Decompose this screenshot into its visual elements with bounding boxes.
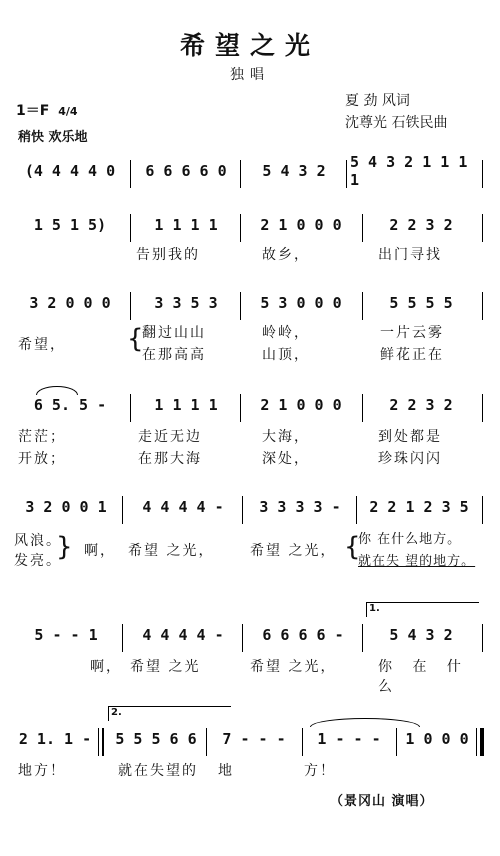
song-subtitle: 独唱: [230, 67, 270, 83]
measure: 7 - - -: [222, 730, 286, 748]
measure: 1 0 0 0: [405, 730, 469, 748]
measure: 6 6 6 6 0: [145, 162, 227, 180]
barline: [242, 496, 243, 524]
barline: [482, 496, 483, 524]
measure: 1 1 1 1: [154, 216, 218, 234]
lyric: 岭岭，: [262, 325, 310, 341]
measure: 2 2 3 2: [389, 216, 453, 234]
measure: 3 2 0 0 1: [25, 498, 107, 516]
measure: 5 - - 1: [34, 626, 98, 644]
lyric: 一片云雾: [380, 325, 444, 341]
lyric: 珍珠闪闪: [378, 451, 442, 467]
barline: [302, 728, 303, 756]
repeat-barline: [98, 728, 99, 756]
barline: [362, 394, 363, 422]
lyric: 希望 之光，: [250, 543, 337, 559]
barline: [356, 496, 357, 524]
barline: [130, 160, 131, 188]
composer-credit: 沈尊光 石铁民曲: [345, 115, 448, 131]
barline: [242, 624, 243, 652]
measure: 1 5 1 5): [33, 216, 107, 234]
barline: [482, 624, 483, 652]
measure: 2 1 0 0 0: [260, 396, 342, 414]
measure: 5 5 5 5: [389, 294, 453, 312]
measure: 5 5 5 6 6: [115, 730, 197, 748]
lyric: 走近无边: [138, 429, 202, 445]
time-signature: 4/4: [58, 105, 78, 118]
verse-brace: {: [127, 324, 144, 354]
tempo-marking: 稍快 欢乐地: [18, 130, 88, 145]
barline: [240, 160, 241, 188]
measure: 2 1 0 0 0: [260, 216, 342, 234]
measure: 4 4 4 4 -: [142, 498, 224, 516]
lyric: 地: [218, 763, 234, 779]
barline: [122, 624, 123, 652]
lyric: 山顶，: [262, 347, 310, 363]
barline: [240, 394, 241, 422]
lyric: 希望 之光，: [128, 543, 215, 559]
lyric: 翻过山山: [142, 325, 206, 341]
measure: 1 1 1 1: [154, 396, 218, 414]
key-signature: [16, 100, 78, 120]
repeat-barline: [102, 728, 104, 756]
barline: [482, 394, 483, 422]
measure: 3 2 0 0 0: [29, 294, 111, 312]
lyric: 啊，: [90, 659, 122, 675]
verse-brace: {: [344, 532, 361, 562]
lyric: 开放；: [18, 451, 66, 467]
performer-credit: （景冈山 演唱）: [330, 794, 434, 809]
barline: [482, 292, 483, 320]
lyric: 在那高高: [142, 347, 206, 363]
measure: (4 4 4 4 0: [24, 162, 116, 180]
lyric: 深处，: [262, 451, 310, 467]
barline: [482, 160, 483, 188]
barline: [130, 394, 131, 422]
lyric: 方！: [304, 763, 336, 779]
measure: 6 5. 5 -: [33, 396, 107, 414]
measure: 2 2 1 2 3 5: [369, 498, 469, 516]
measure: 3 3 5 3: [154, 294, 218, 312]
key-label: 1＝F: [16, 103, 50, 119]
verse-brace: }: [56, 532, 73, 562]
barline: [130, 214, 131, 242]
barline: [362, 292, 363, 320]
measure: 2 2 3 2: [389, 396, 453, 414]
lyric: 风浪。: [14, 533, 62, 549]
barline: [362, 214, 363, 242]
measure: 5 3 0 0 0: [260, 294, 342, 312]
barline: [130, 292, 131, 320]
measure: 4 4 4 4 -: [142, 626, 224, 644]
lyric: 希望 之光: [130, 659, 201, 675]
lyric: 啊，: [84, 543, 116, 559]
lyric: 希望 之光，: [250, 659, 337, 675]
measure: 3 3 3 3 -: [259, 498, 341, 516]
lyric: 发亮。: [14, 553, 62, 569]
lyric: 告别我的: [136, 247, 200, 263]
barline: [122, 496, 123, 524]
barline: [206, 728, 207, 756]
barline: [362, 624, 363, 652]
lyric: 出门寻找: [378, 247, 442, 263]
lyric: 你 在 什 么: [378, 659, 469, 695]
volta-bracket-1: 1.: [366, 602, 479, 617]
final-barline: [480, 728, 484, 756]
barline: [240, 214, 241, 242]
lyric: 故乡，: [262, 247, 310, 263]
volta-bracket-2: 2.: [108, 706, 231, 721]
measure: 6 6 6 6 -: [262, 626, 344, 644]
lyric: 地方！: [18, 763, 66, 779]
final-barline: [476, 728, 477, 756]
measure: 5 4 3 2: [262, 162, 326, 180]
lyric: 鲜花正在: [380, 347, 444, 363]
lyric: 在那大海: [138, 451, 202, 467]
lyric: 就在失 望的地方。: [358, 554, 476, 569]
lyric: 大海，: [262, 429, 310, 445]
lyric: 希望，: [18, 337, 66, 353]
lyric: 茫茫；: [18, 429, 66, 445]
lyricist-credit: 夏 劲 风词: [345, 93, 410, 109]
barline: [396, 728, 397, 756]
measure: 5 4 3 2: [389, 626, 453, 644]
barline: [346, 160, 347, 188]
lyric: 就在失望的: [118, 763, 198, 779]
measure: 1 - - -: [317, 730, 381, 748]
song-title: 希望之光: [179, 31, 320, 60]
lyric: 你 在什么地方。: [358, 532, 462, 547]
measure: 2 1. 1 -: [18, 730, 92, 748]
measure: 5 4 3 2 1 1 1 1: [350, 153, 468, 189]
barline: [240, 292, 241, 320]
lyric: 到处都是: [378, 429, 442, 445]
barline: [482, 214, 483, 242]
